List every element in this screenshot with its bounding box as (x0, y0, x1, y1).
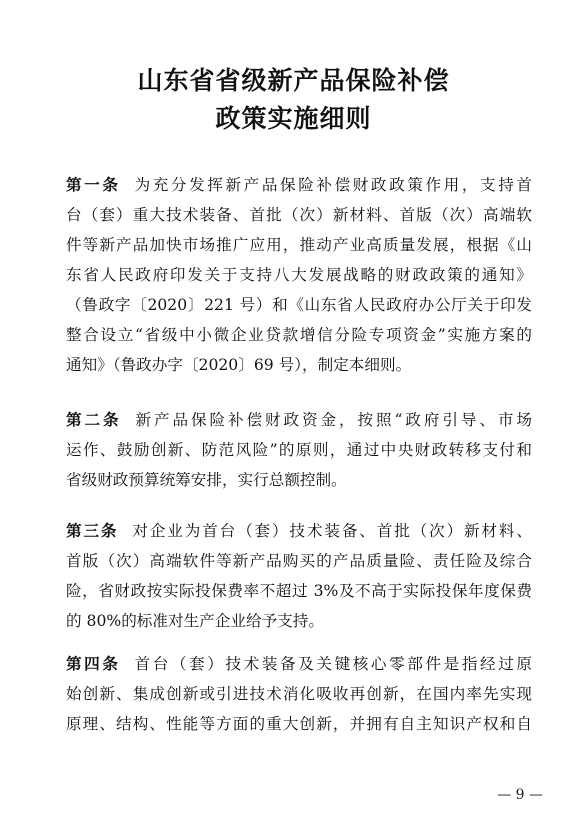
article-1-line-2: 台（套）重大技术装备、首批（次）新材料、首版（次）高端软 (66, 206, 532, 224)
article-2-line-1 (66, 409, 532, 431)
article-2-text-1: 新产品保险补偿财政资金，按照“政府引导、市场 (135, 411, 532, 429)
article-1-line-4: 东省人民政府印发关于支持八大发展战略的财政政策的通知》 (66, 266, 532, 284)
article-1-line-6: 整合设立“省级中小微企业贷款增信分险专项资金”实施方案的 (66, 326, 532, 344)
article-2-label: 第二条 (66, 411, 122, 429)
article-4-text-1: 首台（套）技术装备及关键核心零部件是指经过原 (134, 655, 532, 673)
article-3-line-2: 首版（次）高端软件等新产品购买的产品质量险、责任险及综合 (66, 552, 532, 570)
article-3-line-3: 险，省财政按实际投保费率不超过 3%及不高于实际投保年度保费 (66, 582, 532, 600)
article-1-line-3: 件等新产品加快市场推广应用，推动产业高质量发展，根据《山 (66, 236, 532, 254)
article-1-line-7: 通知》（鲁政办字〔2020〕69 号），制定本细则。 (66, 356, 412, 374)
article-3-line-4: 的 80%的标准对生产企业给予支持。 (66, 612, 324, 630)
article-2-line-3: 省级财政预算统筹安排，实行总额控制。 (66, 471, 347, 489)
article-1-text-1: 为充分发挥新产品保险补偿财政政策作用，支持首 (134, 176, 532, 194)
article-3-label: 第三条 (66, 522, 119, 540)
article-2-line-2: 运作、鼓励创新、防范风险”的原则，通过中央财政转移支付和 (66, 441, 532, 459)
article-4-label: 第四条 (66, 655, 121, 673)
article-4-line-3: 原理、结构、性能等方面的重大创新，并拥有自主知识产权和自 (66, 715, 532, 733)
article-3-line-1 (66, 520, 532, 542)
document-title-line-2: 政策实施细则 (215, 104, 372, 133)
article-1-line-1 (66, 174, 532, 196)
article-1-line-5: （鲁政字〔2020〕221 号）和《山东省人民政府办公厅关于印发 (66, 296, 532, 314)
page-number: — 9 — (497, 787, 543, 803)
article-4-line-2: 始创新、集成创新或引进技术消化吸收再创新，在国内率先实现 (66, 685, 532, 703)
document-title-line-1: 山东省省级新产品保险补偿 (137, 66, 450, 95)
article-1-label: 第一条 (66, 176, 121, 194)
article-4-line-1 (66, 653, 532, 675)
article-3-text-1: 对企业为首台（套）技术装备、首批（次）新材料、 (132, 522, 532, 540)
